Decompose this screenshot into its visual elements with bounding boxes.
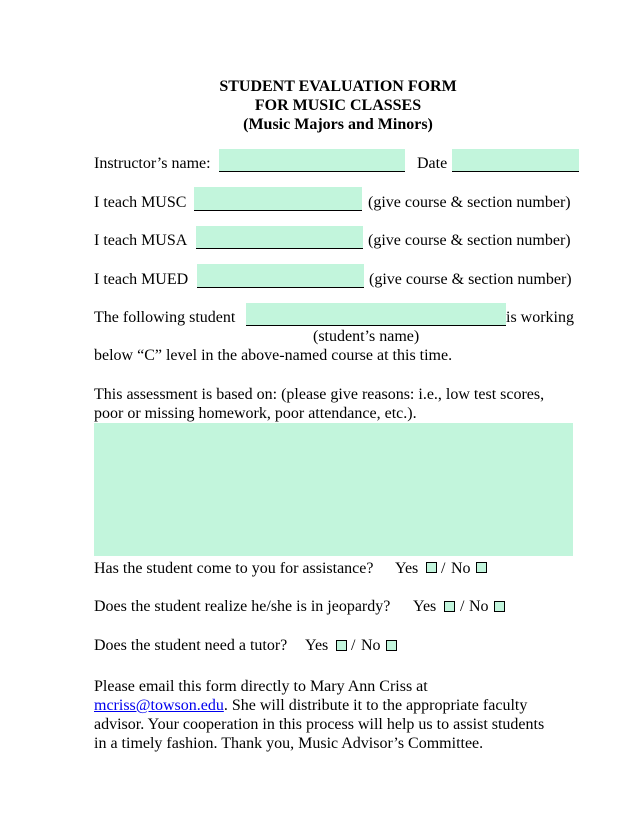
footer-line4: in a timely fashion. Thank you, Music Advisor’s Committee. [94, 735, 484, 752]
musa-course-hint: (give course & section number) [368, 232, 571, 249]
instructor-name-field[interactable] [219, 149, 405, 172]
assessment-line2: poor or missing homework, poor attendance, etc.). [94, 405, 417, 422]
jeopardy-no-checkbox[interactable] [494, 601, 505, 612]
musa-label: I teach MUSA [94, 232, 188, 249]
question-text: Has the student come to you for assistance? [94, 560, 374, 577]
question-text: Does the student realize he/she is in jeopardy? [94, 598, 391, 615]
separator: / [351, 637, 356, 654]
assessment-line1: This assessment is based on: (please give reasons: i.e., low test scores, [94, 386, 545, 403]
assistance-yes-checkbox[interactable] [426, 562, 437, 573]
no-label: No [451, 560, 471, 577]
yes-label: Yes [413, 598, 437, 615]
tutor-no-checkbox[interactable] [386, 640, 397, 651]
below-c-text: below “C” level in the above-named course at this time. [94, 347, 453, 364]
question-text: Does the student need a tutor? [94, 637, 288, 654]
musc-label: I teach MUSC [94, 194, 187, 211]
mued-label: I teach MUED [94, 271, 189, 288]
instructor-label: Instructor’s name: [94, 155, 211, 172]
date-field[interactable] [452, 149, 579, 172]
working-label: is working [506, 309, 574, 326]
form-title: STUDENT EVALUATION FORM [219, 78, 457, 95]
student-label: The following student [94, 309, 236, 326]
separator: / [460, 598, 465, 615]
student-name-hint: (student’s name) [313, 328, 420, 345]
form-audience: (Music Majors and Minors) [243, 116, 433, 133]
question-tutor [94, 637, 287, 655]
musc-course-field[interactable] [194, 187, 362, 211]
footer-line2-text: . She will distribute it to the appropriate faculty [223, 697, 528, 714]
footer-line1: Please email this form directly to Mary Ann Criss at [94, 678, 428, 695]
footer-line2 [94, 697, 527, 715]
form-subtitle: FOR MUSIC CLASSES [254, 97, 422, 114]
yes-label: Yes [305, 637, 329, 654]
email-link[interactable]: mcriss@towson.edu [94, 697, 224, 714]
assistance-no-checkbox[interactable] [476, 562, 487, 573]
assessment-textarea[interactable] [94, 423, 573, 556]
musa-course-field[interactable] [196, 226, 363, 249]
footer-line3: advisor. Your cooperation in this process will help us to assist students [94, 716, 545, 733]
no-label: No [361, 637, 381, 654]
jeopardy-yes-checkbox[interactable] [444, 601, 455, 612]
tutor-yes-checkbox[interactable] [336, 640, 347, 651]
question-jeopardy [94, 598, 390, 616]
date-label: Date [417, 155, 448, 172]
no-label: No [469, 598, 489, 615]
student-name-field[interactable] [246, 303, 506, 326]
mued-course-hint: (give course & section number) [369, 271, 572, 288]
musc-course-hint: (give course & section number) [368, 194, 571, 211]
yes-label: Yes [395, 560, 419, 577]
mued-course-field[interactable] [197, 264, 364, 288]
separator: / [441, 560, 446, 577]
question-assistance [94, 560, 373, 578]
